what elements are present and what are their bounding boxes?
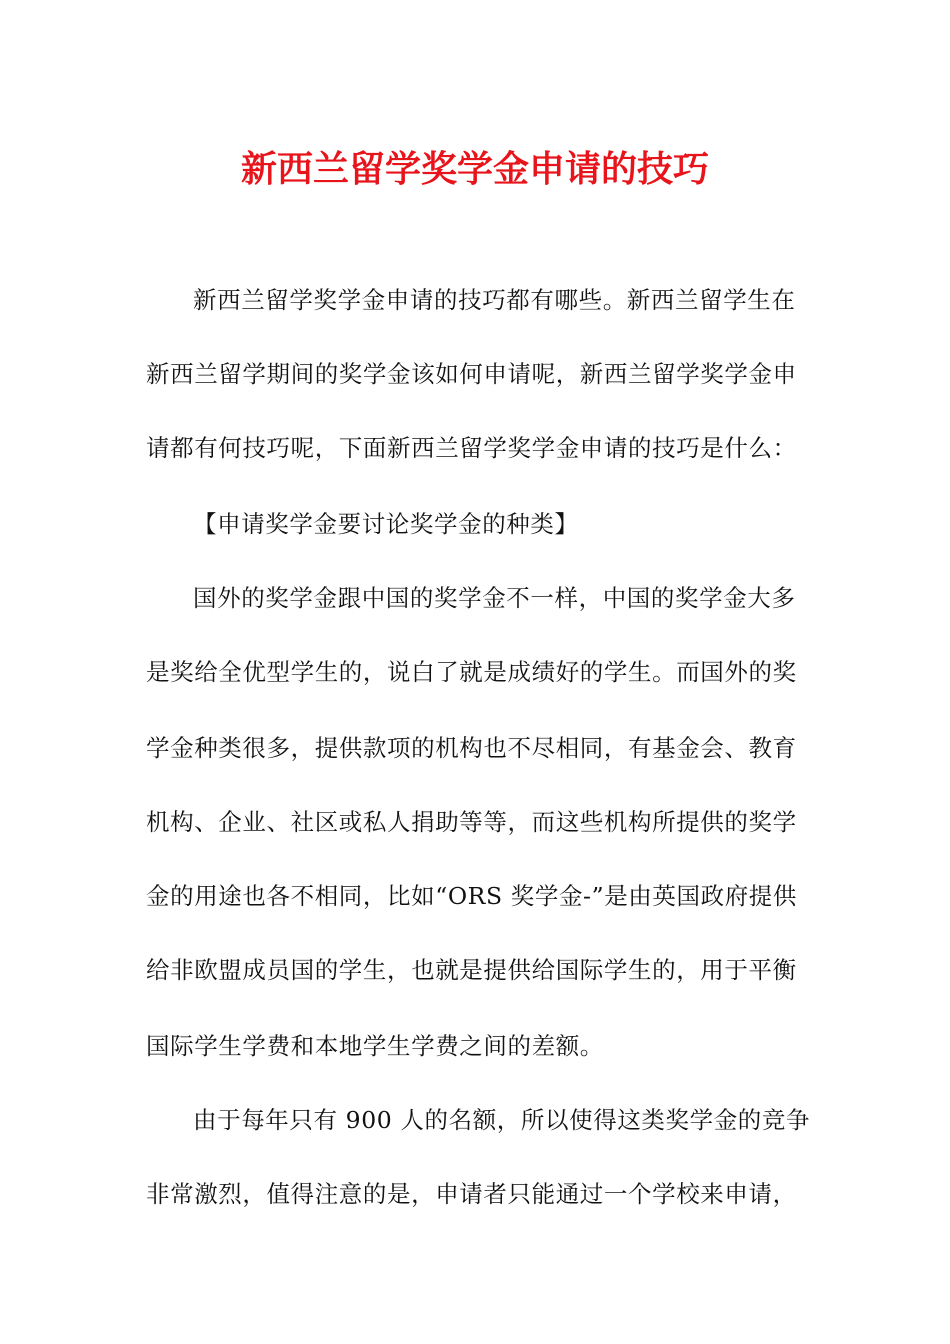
paragraph-line: 国际学生学费和本地学生学费之间的差额。 <box>146 1032 604 1060</box>
paragraph-line: 学金种类很多，提供款项的机构也不尽相同，有基金会、教育 <box>146 734 797 762</box>
paragraph-line: 新西兰留学奖学金申请的技巧都有哪些。新西兰留学生在 <box>193 286 796 314</box>
paragraph-line: 由于每年只有 900 人的名额，所以使得这类奖学金的竞争 <box>193 1106 811 1134</box>
paragraph-line: 新西兰留学期间的奖学金该如何申请呢，新西兰留学奖学金申 <box>146 360 797 388</box>
document-title: 新西兰留学奖学金申请的技巧 <box>240 149 709 190</box>
paragraph-line: 请都有何技巧呢，下面新西兰留学奖学金申请的技巧是什么： <box>146 434 797 462</box>
paragraph-line: 国外的奖学金跟中国的奖学金不一样，中国的奖学金大多 <box>193 584 796 612</box>
paragraph-line: 金的用途也各不相同，比如“ORS 奖学金-”是由英国政府提供 <box>146 882 797 910</box>
paragraph-line: 机构、企业、社区或私人捐助等等，而这些机构所提供的奖学 <box>146 808 797 836</box>
paragraph-line: 是奖给全优型学生的，说白了就是成绩好的学生。而国外的奖 <box>146 658 797 686</box>
paragraph-line: 给非欧盟成员国的学生，也就是提供给国际学生的，用于平衡 <box>146 956 797 984</box>
section-heading: 【申请奖学金要讨论奖学金的种类】 <box>193 510 579 538</box>
paragraph-line: 非常激烈，值得注意的是，申请者只能通过一个学校来申请， <box>146 1180 797 1208</box>
